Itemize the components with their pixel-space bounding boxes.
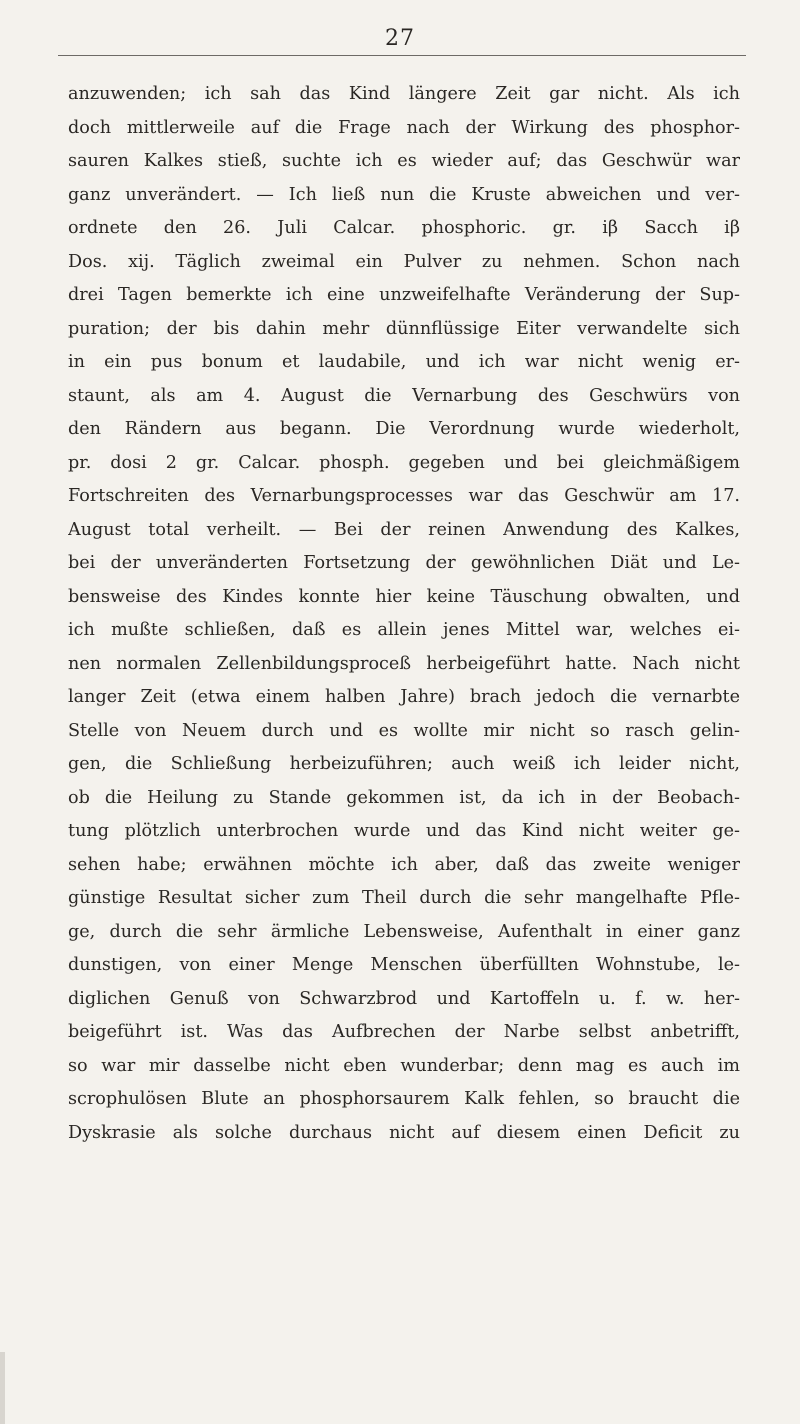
text-line: tung plötzlich unterbrochen wurde und das Kind nicht weiter ge- (68, 821, 740, 841)
scan-edge-mark (0, 1352, 5, 1424)
text-line: ordnete den 26. Juli Calcar. phosphoric. gr. iβ Sacch iβ (68, 218, 740, 238)
text-line: langer Zeit (etwa einem halben Jahre) brach jedoch die vernarbte (68, 687, 740, 707)
text-line: puration; der bis dahin mehr dünnflüssige Eiter verwandelte sich (68, 318, 740, 339)
text-line: Fortschreiten des Vernarbungsprocesses war das Geschwür am 17. (68, 486, 740, 506)
text-line: sehen habe; erwähnen möchte ich aber, daß das zweite weniger (68, 854, 740, 875)
text-line: den Rändern aus begann. Die Verordnung wurde wiederholt, (68, 419, 740, 439)
text-line: beigeführt ist. Was das Aufbrechen der Narbe selbst anbetrifft, (68, 1022, 740, 1042)
text-line: ganz unverändert. — Ich ließ nun die Kruste abweichen und ver- (68, 184, 740, 205)
header-rule (58, 55, 746, 56)
text-line: Dyskrasie als solche durchaus nicht auf diesem einen Deficit zu (68, 1122, 740, 1143)
text-line: in ein pus bonum et laudabile, und ich war nicht wenig er- (68, 352, 740, 372)
text-line: anzuwenden; ich sah das Kind längere Zeit gar nicht. Als ich (68, 84, 740, 104)
text-line: doch mittlerweile auf die Frage nach der Wirkung des phosphor- (68, 117, 740, 138)
text-line: nen normalen Zellenbildungsproceß herbeigeführt hatte. Nach nicht (68, 653, 740, 674)
text-line: pr. dosi 2 gr. Calcar. phosph. gegeben und bei gleichmäßigem (68, 452, 740, 473)
text-line: drei Tagen bemerkte ich eine unzweifelhafte Veränderung der Sup- (68, 285, 740, 305)
text-line: Stelle von Neuem durch und es wollte mir nicht so rasch gelin- (68, 720, 740, 741)
text-line: ich mußte schließen, daß es allein jenes Mittel war, welches ei- (68, 620, 740, 640)
text-line: ob die Heilung zu Stande gekommen ist, da ich in der Beobach- (68, 787, 740, 808)
text-line: gen, die Schließung herbeizuführen; auch weiß ich leider nicht, (68, 754, 740, 774)
text-line: Dos. xij. Täglich zweimal ein Pulver zu nehmen. Schon nach (68, 251, 740, 272)
text-line: günstige Resultat sicher zum Theil durch die sehr mangelhafte Pfle- (68, 888, 740, 908)
text-line: staunt, als am 4. August die Vernarbung des Geschwürs von (68, 385, 740, 406)
text-line: bensweise des Kindes konnte hier keine Täuschung obwalten, und (68, 586, 740, 607)
body-text (68, 78, 740, 1150)
page-number: 27 (385, 26, 415, 51)
text-line: bei der unveränderten Fortsetzung der gewöhnlichen Diät und Le- (68, 553, 740, 573)
text-line: scrophulösen Blute an phosphorsaurem Kalk fehlen, so braucht die (68, 1089, 740, 1109)
text-line: so war mir dasselbe nicht eben wunderbar; denn mag es auch im (68, 1055, 740, 1076)
text-line: August total verheilt. — Bei der reinen Anwendung des Kalkes, (68, 519, 740, 540)
text-line: diglichen Genuß von Schwarzbrod und Kartoffeln u. f. w. her- (68, 988, 740, 1009)
text-line: sauren Kalkes stieß, suchte ich es wieder auf; das Geschwür war (68, 151, 740, 171)
text-line: dunstigen, von einer Menge Menschen überfüllten Wohnstube, le- (68, 955, 740, 975)
text-line: ge, durch die sehr ärmliche Lebensweise, Aufenthalt in einer ganz (68, 921, 740, 942)
